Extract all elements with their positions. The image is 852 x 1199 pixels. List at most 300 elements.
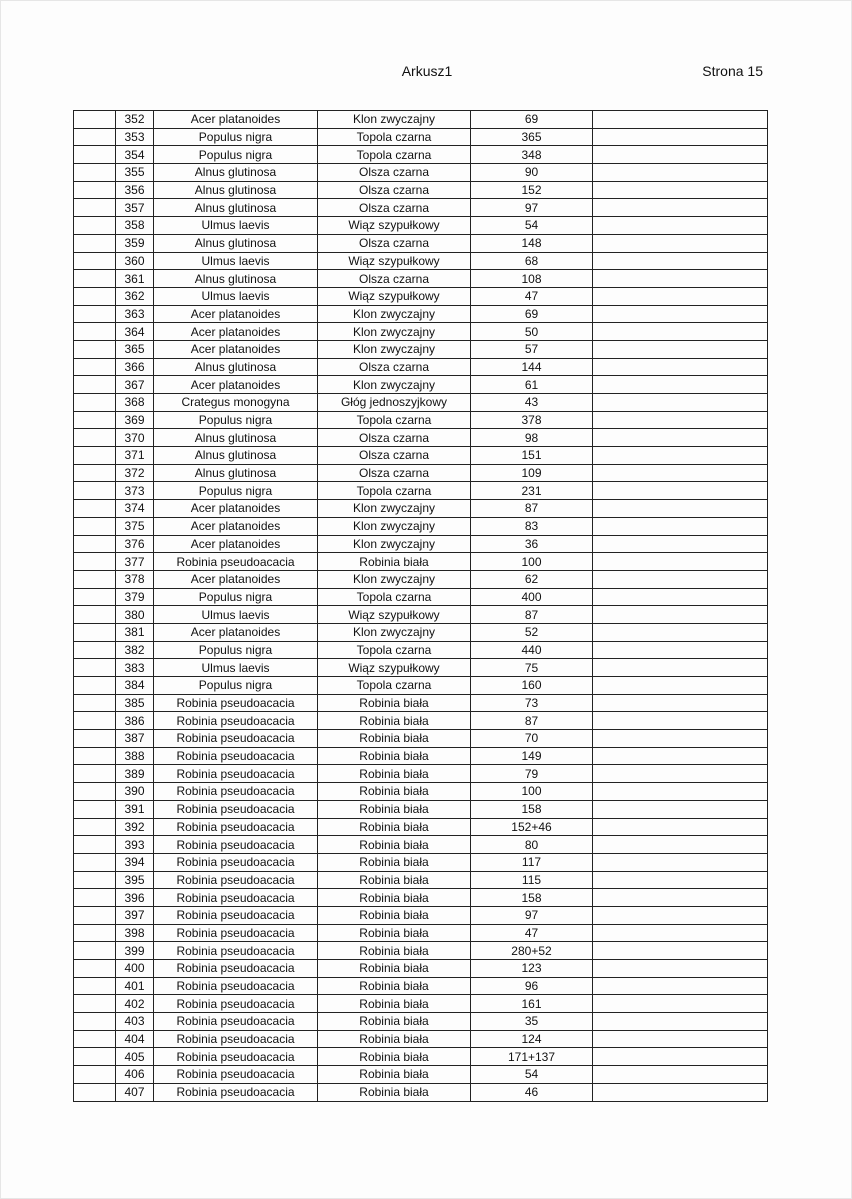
polish-name-cell: Robinia biała <box>318 712 471 730</box>
empty-cell <box>74 270 116 288</box>
circumference-cell: 100 <box>471 783 593 801</box>
empty-cell <box>593 1083 768 1101</box>
polish-name-cell: Olsza czarna <box>318 234 471 252</box>
empty-cell <box>593 818 768 836</box>
latin-name-cell: Robinia pseudoacacia <box>154 1048 318 1066</box>
circumference-cell: 231 <box>471 482 593 500</box>
circumference-cell: 152 <box>471 181 593 199</box>
empty-cell <box>593 889 768 907</box>
row-number-cell: 380 <box>116 606 154 624</box>
empty-cell <box>593 270 768 288</box>
latin-name-cell: Robinia pseudoacacia <box>154 730 318 748</box>
polish-name-cell: Głóg jednoszyjkowy <box>318 394 471 412</box>
row-number-cell: 389 <box>116 765 154 783</box>
empty-cell <box>593 960 768 978</box>
latin-name-cell: Robinia pseudoacacia <box>154 712 318 730</box>
row-number-cell: 369 <box>116 411 154 429</box>
row-number-cell: 355 <box>116 164 154 182</box>
empty-cell <box>593 1048 768 1066</box>
latin-name-cell: Robinia pseudoacacia <box>154 977 318 995</box>
empty-cell <box>593 429 768 447</box>
circumference-cell: 97 <box>471 906 593 924</box>
table-row <box>74 252 768 270</box>
polish-name-cell: Robinia biała <box>318 783 471 801</box>
latin-name-cell: Acer platanoides <box>154 376 318 394</box>
polish-name-cell: Robinia biała <box>318 871 471 889</box>
latin-name-cell: Populus nigra <box>154 677 318 695</box>
row-number-cell: 391 <box>116 800 154 818</box>
empty-cell <box>74 659 116 677</box>
row-number-cell: 353 <box>116 128 154 146</box>
circumference-cell: 365 <box>471 128 593 146</box>
empty-cell <box>593 535 768 553</box>
circumference-cell: 98 <box>471 429 593 447</box>
table-row <box>74 924 768 942</box>
polish-name-cell: Robinia biała <box>318 995 471 1013</box>
polish-name-cell: Robinia biała <box>318 765 471 783</box>
polish-name-cell: Topola czarna <box>318 482 471 500</box>
empty-cell <box>74 960 116 978</box>
empty-cell <box>593 800 768 818</box>
polish-name-cell: Klon zwyczajny <box>318 340 471 358</box>
table-row <box>74 1030 768 1048</box>
row-number-cell: 384 <box>116 677 154 695</box>
row-number-cell: 361 <box>116 270 154 288</box>
latin-name-cell: Robinia pseudoacacia <box>154 853 318 871</box>
empty-cell <box>74 217 116 235</box>
empty-cell <box>74 358 116 376</box>
empty-cell <box>74 889 116 907</box>
empty-cell <box>74 641 116 659</box>
empty-cell <box>74 128 116 146</box>
table-row <box>74 1048 768 1066</box>
row-number-cell: 381 <box>116 623 154 641</box>
empty-cell <box>74 995 116 1013</box>
empty-cell <box>74 853 116 871</box>
row-number-cell: 374 <box>116 500 154 518</box>
table-row <box>74 181 768 199</box>
circumference-cell: 68 <box>471 252 593 270</box>
empty-cell <box>593 553 768 571</box>
polish-name-cell: Topola czarna <box>318 411 471 429</box>
circumference-cell: 87 <box>471 712 593 730</box>
circumference-cell: 378 <box>471 411 593 429</box>
empty-cell <box>593 394 768 412</box>
empty-cell <box>593 641 768 659</box>
circumference-cell: 80 <box>471 836 593 854</box>
row-number-cell: 405 <box>116 1048 154 1066</box>
table-row <box>74 677 768 695</box>
latin-name-cell: Robinia pseudoacacia <box>154 889 318 907</box>
latin-name-cell: Populus nigra <box>154 482 318 500</box>
polish-name-cell: Robinia biała <box>318 730 471 748</box>
row-number-cell: 400 <box>116 960 154 978</box>
table-row <box>74 429 768 447</box>
circumference-cell: 43 <box>471 394 593 412</box>
latin-name-cell: Robinia pseudoacacia <box>154 765 318 783</box>
polish-name-cell: Robinia biała <box>318 1083 471 1101</box>
table-row <box>74 1083 768 1101</box>
row-number-cell: 403 <box>116 1013 154 1031</box>
row-number-cell: 399 <box>116 942 154 960</box>
latin-name-cell: Robinia pseudoacacia <box>154 800 318 818</box>
empty-cell <box>593 1030 768 1048</box>
row-number-cell: 390 <box>116 783 154 801</box>
latin-name-cell: Robinia pseudoacacia <box>154 1013 318 1031</box>
empty-cell <box>74 181 116 199</box>
polish-name-cell: Olsza czarna <box>318 429 471 447</box>
latin-name-cell: Populus nigra <box>154 588 318 606</box>
latin-name-cell: Alnus glutinosa <box>154 464 318 482</box>
row-number-cell: 365 <box>116 340 154 358</box>
latin-name-cell: Alnus glutinosa <box>154 199 318 217</box>
polish-name-cell: Topola czarna <box>318 146 471 164</box>
empty-cell <box>74 570 116 588</box>
circumference-cell: 149 <box>471 747 593 765</box>
row-number-cell: 356 <box>116 181 154 199</box>
empty-cell <box>74 924 116 942</box>
polish-name-cell: Robinia biała <box>318 942 471 960</box>
empty-cell <box>593 500 768 518</box>
empty-cell <box>74 836 116 854</box>
table-row <box>74 800 768 818</box>
row-number-cell: 383 <box>116 659 154 677</box>
empty-cell <box>593 836 768 854</box>
table-row <box>74 517 768 535</box>
polish-name-cell: Topola czarna <box>318 641 471 659</box>
empty-cell <box>593 146 768 164</box>
latin-name-cell: Robinia pseudoacacia <box>154 783 318 801</box>
empty-cell <box>593 995 768 1013</box>
row-number-cell: 368 <box>116 394 154 412</box>
circumference-cell: 87 <box>471 500 593 518</box>
latin-name-cell: Acer platanoides <box>154 305 318 323</box>
table-row <box>74 323 768 341</box>
row-number-cell: 375 <box>116 517 154 535</box>
table-row <box>74 694 768 712</box>
empty-cell <box>593 623 768 641</box>
table-row <box>74 623 768 641</box>
polish-name-cell: Robinia biała <box>318 747 471 765</box>
latin-name-cell: Ulmus laevis <box>154 659 318 677</box>
table-row <box>74 606 768 624</box>
empty-cell <box>74 234 116 252</box>
latin-name-cell: Alnus glutinosa <box>154 358 318 376</box>
row-number-cell: 378 <box>116 570 154 588</box>
empty-cell <box>74 323 116 341</box>
empty-cell <box>593 464 768 482</box>
latin-name-cell: Robinia pseudoacacia <box>154 553 318 571</box>
row-number-cell: 392 <box>116 818 154 836</box>
polish-name-cell: Wiąz szypułkowy <box>318 606 471 624</box>
row-number-cell: 362 <box>116 287 154 305</box>
empty-cell <box>74 1048 116 1066</box>
latin-name-cell: Populus nigra <box>154 128 318 146</box>
latin-name-cell: Robinia pseudoacacia <box>154 1083 318 1101</box>
tree-inventory-table <box>73 110 768 1102</box>
empty-cell <box>593 252 768 270</box>
latin-name-cell: Robinia pseudoacacia <box>154 836 318 854</box>
empty-cell <box>593 588 768 606</box>
circumference-cell: 280+52 <box>471 942 593 960</box>
row-number-cell: 376 <box>116 535 154 553</box>
circumference-cell: 160 <box>471 677 593 695</box>
row-number-cell: 373 <box>116 482 154 500</box>
row-number-cell: 360 <box>116 252 154 270</box>
polish-name-cell: Robinia biała <box>318 818 471 836</box>
table-row <box>74 818 768 836</box>
polish-name-cell: Olsza czarna <box>318 199 471 217</box>
empty-cell <box>593 340 768 358</box>
empty-cell <box>74 783 116 801</box>
polish-name-cell: Klon zwyczajny <box>318 376 471 394</box>
empty-cell <box>74 535 116 553</box>
row-number-cell: 364 <box>116 323 154 341</box>
row-number-cell: 396 <box>116 889 154 907</box>
polish-name-cell: Olsza czarna <box>318 447 471 465</box>
polish-name-cell: Olsza czarna <box>318 270 471 288</box>
table-row <box>74 570 768 588</box>
circumference-cell: 54 <box>471 217 593 235</box>
empty-cell <box>593 447 768 465</box>
empty-cell <box>593 181 768 199</box>
row-number-cell: 398 <box>116 924 154 942</box>
row-number-cell: 359 <box>116 234 154 252</box>
row-number-cell: 370 <box>116 429 154 447</box>
polish-name-cell: Wiąz szypułkowy <box>318 659 471 677</box>
empty-cell <box>593 570 768 588</box>
polish-name-cell: Olsza czarna <box>318 181 471 199</box>
empty-cell <box>593 677 768 695</box>
empty-cell <box>74 694 116 712</box>
table-row <box>74 287 768 305</box>
circumference-cell: 123 <box>471 960 593 978</box>
empty-cell <box>74 394 116 412</box>
circumference-cell: 47 <box>471 924 593 942</box>
latin-name-cell: Ulmus laevis <box>154 606 318 624</box>
circumference-cell: 61 <box>471 376 593 394</box>
latin-name-cell: Populus nigra <box>154 146 318 164</box>
empty-cell <box>74 305 116 323</box>
empty-cell <box>593 411 768 429</box>
table-row <box>74 765 768 783</box>
empty-cell <box>74 623 116 641</box>
circumference-cell: 148 <box>471 234 593 252</box>
table-row <box>74 906 768 924</box>
empty-cell <box>593 871 768 889</box>
table-row <box>74 942 768 960</box>
empty-cell <box>74 164 116 182</box>
circumference-cell: 90 <box>471 164 593 182</box>
empty-cell <box>74 906 116 924</box>
polish-name-cell: Klon zwyczajny <box>318 517 471 535</box>
row-number-cell: 377 <box>116 553 154 571</box>
table-row <box>74 111 768 129</box>
row-number-cell: 385 <box>116 694 154 712</box>
empty-cell <box>74 252 116 270</box>
circumference-cell: 46 <box>471 1083 593 1101</box>
polish-name-cell: Klon zwyczajny <box>318 305 471 323</box>
circumference-cell: 117 <box>471 853 593 871</box>
table-row <box>74 659 768 677</box>
sheet-title: Arkusz1 <box>401 63 453 79</box>
latin-name-cell: Crategus monogyna <box>154 394 318 412</box>
row-number-cell: 394 <box>116 853 154 871</box>
table-row <box>74 553 768 571</box>
table-row <box>74 376 768 394</box>
table-row <box>74 128 768 146</box>
empty-cell <box>593 482 768 500</box>
circumference-cell: 115 <box>471 871 593 889</box>
table-row <box>74 270 768 288</box>
polish-name-cell: Robinia biała <box>318 836 471 854</box>
row-number-cell: 393 <box>116 836 154 854</box>
empty-cell <box>74 1083 116 1101</box>
circumference-cell: 158 <box>471 889 593 907</box>
latin-name-cell: Robinia pseudoacacia <box>154 818 318 836</box>
row-number-cell: 387 <box>116 730 154 748</box>
row-number-cell: 371 <box>116 447 154 465</box>
empty-cell <box>74 199 116 217</box>
circumference-cell: 100 <box>471 553 593 571</box>
circumference-cell: 97 <box>471 199 593 217</box>
polish-name-cell: Robinia biała <box>318 853 471 871</box>
empty-cell <box>593 942 768 960</box>
circumference-cell: 79 <box>471 765 593 783</box>
circumference-cell: 57 <box>471 340 593 358</box>
latin-name-cell: Alnus glutinosa <box>154 164 318 182</box>
table-row <box>74 535 768 553</box>
row-number-cell: 367 <box>116 376 154 394</box>
empty-cell <box>74 1066 116 1084</box>
empty-cell <box>593 234 768 252</box>
table-row <box>74 588 768 606</box>
latin-name-cell: Acer platanoides <box>154 535 318 553</box>
row-number-cell: 372 <box>116 464 154 482</box>
empty-cell <box>74 287 116 305</box>
row-number-cell: 388 <box>116 747 154 765</box>
circumference-cell: 171+137 <box>471 1048 593 1066</box>
circumference-cell: 73 <box>471 694 593 712</box>
empty-cell <box>593 712 768 730</box>
empty-cell <box>74 712 116 730</box>
table-row <box>74 853 768 871</box>
empty-cell <box>593 730 768 748</box>
row-number-cell: 358 <box>116 217 154 235</box>
row-number-cell: 386 <box>116 712 154 730</box>
polish-name-cell: Klon zwyczajny <box>318 323 471 341</box>
table-row <box>74 871 768 889</box>
row-number-cell: 363 <box>116 305 154 323</box>
empty-cell <box>593 783 768 801</box>
table-row <box>74 1013 768 1031</box>
empty-cell <box>593 517 768 535</box>
page-number: Strona 15 <box>702 63 763 79</box>
circumference-cell: 440 <box>471 641 593 659</box>
latin-name-cell: Ulmus laevis <box>154 252 318 270</box>
empty-cell <box>593 977 768 995</box>
empty-cell <box>593 906 768 924</box>
circumference-cell: 144 <box>471 358 593 376</box>
circumference-cell: 62 <box>471 570 593 588</box>
empty-cell <box>74 977 116 995</box>
empty-cell <box>593 924 768 942</box>
table-row <box>74 305 768 323</box>
latin-name-cell: Robinia pseudoacacia <box>154 924 318 942</box>
circumference-cell: 50 <box>471 323 593 341</box>
empty-cell <box>593 217 768 235</box>
polish-name-cell: Robinia biała <box>318 889 471 907</box>
latin-name-cell: Robinia pseudoacacia <box>154 747 318 765</box>
table-row <box>74 995 768 1013</box>
circumference-cell: 124 <box>471 1030 593 1048</box>
latin-name-cell: Robinia pseudoacacia <box>154 942 318 960</box>
circumference-cell: 108 <box>471 270 593 288</box>
latin-name-cell: Robinia pseudoacacia <box>154 960 318 978</box>
polish-name-cell: Topola czarna <box>318 128 471 146</box>
polish-name-cell: Wiąz szypułkowy <box>318 217 471 235</box>
empty-cell <box>593 1013 768 1031</box>
latin-name-cell: Acer platanoides <box>154 570 318 588</box>
row-number-cell: 366 <box>116 358 154 376</box>
empty-cell <box>74 765 116 783</box>
empty-cell <box>74 500 116 518</box>
empty-cell <box>74 1030 116 1048</box>
empty-cell <box>74 677 116 695</box>
empty-cell <box>74 146 116 164</box>
latin-name-cell: Ulmus laevis <box>154 217 318 235</box>
circumference-cell: 151 <box>471 447 593 465</box>
polish-name-cell: Robinia biała <box>318 800 471 818</box>
empty-cell <box>74 747 116 765</box>
latin-name-cell: Alnus glutinosa <box>154 447 318 465</box>
latin-name-cell: Populus nigra <box>154 411 318 429</box>
empty-cell <box>593 747 768 765</box>
row-number-cell: 357 <box>116 199 154 217</box>
latin-name-cell: Alnus glutinosa <box>154 270 318 288</box>
latin-name-cell: Populus nigra <box>154 641 318 659</box>
row-number-cell: 406 <box>116 1066 154 1084</box>
table-row <box>74 358 768 376</box>
empty-cell <box>74 818 116 836</box>
circumference-cell: 54 <box>471 1066 593 1084</box>
circumference-cell: 152+46 <box>471 818 593 836</box>
row-number-cell: 397 <box>116 906 154 924</box>
empty-cell <box>74 464 116 482</box>
empty-cell <box>593 199 768 217</box>
polish-name-cell: Robinia biała <box>318 694 471 712</box>
circumference-cell: 36 <box>471 535 593 553</box>
empty-cell <box>74 1013 116 1031</box>
circumference-cell: 35 <box>471 1013 593 1031</box>
polish-name-cell: Klon zwyczajny <box>318 570 471 588</box>
polish-name-cell: Robinia biała <box>318 924 471 942</box>
table-row <box>74 234 768 252</box>
table-row <box>74 1066 768 1084</box>
polish-name-cell: Robinia biała <box>318 1013 471 1031</box>
empty-cell <box>593 305 768 323</box>
latin-name-cell: Alnus glutinosa <box>154 181 318 199</box>
polish-name-cell: Wiąz szypułkowy <box>318 252 471 270</box>
empty-cell <box>593 164 768 182</box>
empty-cell <box>593 358 768 376</box>
latin-name-cell: Acer platanoides <box>154 340 318 358</box>
polish-name-cell: Topola czarna <box>318 588 471 606</box>
circumference-cell: 87 <box>471 606 593 624</box>
circumference-cell: 96 <box>471 977 593 995</box>
polish-name-cell: Klon zwyczajny <box>318 623 471 641</box>
latin-name-cell: Robinia pseudoacacia <box>154 1030 318 1048</box>
